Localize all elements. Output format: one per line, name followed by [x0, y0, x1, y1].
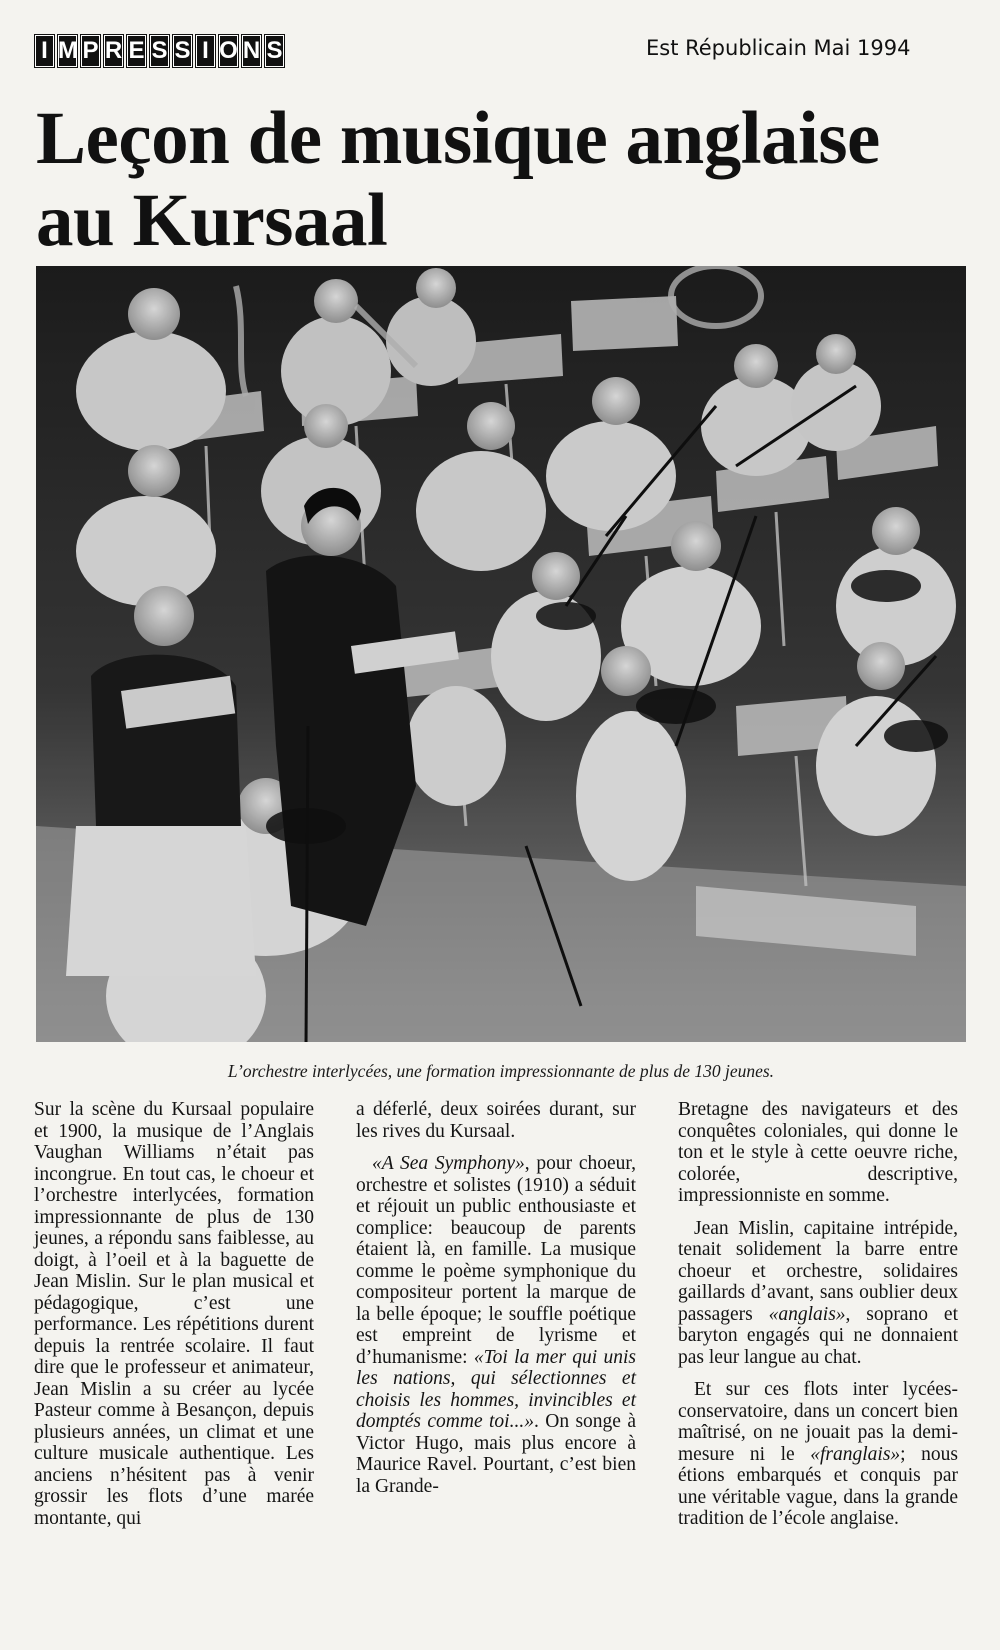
article-paragraph: Sur la scène du Kursaal populaire et 1900, la musique de l’Anglais Vaughan Williams n’était pas incongrue. En tout cas, le choeur et l’orchestre interlycées, formation impressionnante de plus de 130 jeunes, a répondu sans faiblesse, au doigt, à l’oeil et à la baguette de Jean Mislin. Sur le plan musical et pédagogique, c’est une performance. Les répétitions durent depuis la rentrée scolaire. Il faut dire que le professeur et animateur, Jean Mislin a su créer au lycée Pasteur comme à Besançon, depuis plusieurs années, un climat et une culture musicale authentique. Les anciens n’hésitent pas à venir grossir les flots d’une marée montante, qui	[34, 1099, 314, 1529]
article-column-3	[678, 1099, 958, 1530]
rubric-letter: P	[80, 34, 101, 68]
rubric-letter: O	[218, 34, 239, 68]
article-column-1	[34, 1099, 314, 1529]
article-paragraph: Bretagne des navigateurs et des conquêtes coloniales, qui donne le ton et le style à cette oeuvre riche, colorée, descriptive, impressionniste en somme.	[678, 1099, 958, 1206]
rubric-letter: I	[195, 34, 216, 68]
orchestra-photo-illustration	[36, 266, 966, 1042]
text-run: , soprano et baryton engagés qui ne donnaient pas leur langue au chat.	[678, 1303, 958, 1368]
source-date: Est Républicain Mai 1994	[646, 36, 911, 60]
text-run: , pour choeur, orchestre et solistes (1910) a séduit et réjouit un public enthousiaste et complice: beaucoup de parents étaient là, en famille. La musique comme le poème symphonique du compositeur portent la marque de la belle époque; le souffle poétique est empreint de lyrisme et d’humanisme:	[356, 1153, 636, 1368]
italic-word: «franglais»	[810, 1443, 901, 1465]
text-run: ; nous étions embarqués et conquis par une véritable vague, dans la grande tradition de l’école anglaise.	[678, 1443, 958, 1529]
text-run: . On songe à Victor Hugo, mais plus encore à Maurice Ravel. Pourtant, c’est bien la Grande-	[356, 1411, 636, 1497]
rubric-letter: I	[34, 34, 55, 68]
article-column-2	[356, 1099, 636, 1497]
rubric-letter: E	[126, 34, 147, 68]
italic-word: «anglais»	[768, 1303, 846, 1325]
rubric-letter: N	[241, 34, 262, 68]
work-title: «A Sea Symphony»	[372, 1153, 525, 1174]
rubric-letter: M	[57, 34, 78, 68]
article-paragraph	[678, 1218, 958, 1369]
rubric-letter: S	[172, 34, 193, 68]
article-paragraph: a déferlé, deux soirées durant, sur les rives du Kursaal.	[356, 1099, 636, 1142]
orchestra-photo	[36, 266, 966, 1042]
headline: Leçon de musique anglaise au Kursaal	[36, 97, 880, 262]
text-run: Et sur ces flots inter lycées-conservatoire, dans un concert bien maîtrisé, on ne jouait pas la demi-mesure ni le	[678, 1379, 958, 1465]
photo-caption: L’orchestre interlycées, une formation impressionnante de plus de 130 jeunes.	[227, 1061, 775, 1081]
section-rubric	[34, 34, 285, 68]
article-paragraph	[678, 1379, 958, 1530]
rubric-letter: S	[264, 34, 285, 68]
poem-quote: «Toi la mer qui unis les nations, qui sélectionnes et choisis les hommes, invincibles et domptés comme toi...»	[356, 1346, 636, 1432]
rubric-letter: S	[149, 34, 170, 68]
text-run: Jean Mislin, capitaine intrépide, tenait solidement la barre entre choeur et orchestre, solidaires gaillards d’avant, sans oublier deux passagers	[678, 1217, 958, 1325]
rubric-letter: R	[103, 34, 124, 68]
article-paragraph	[356, 1153, 636, 1497]
